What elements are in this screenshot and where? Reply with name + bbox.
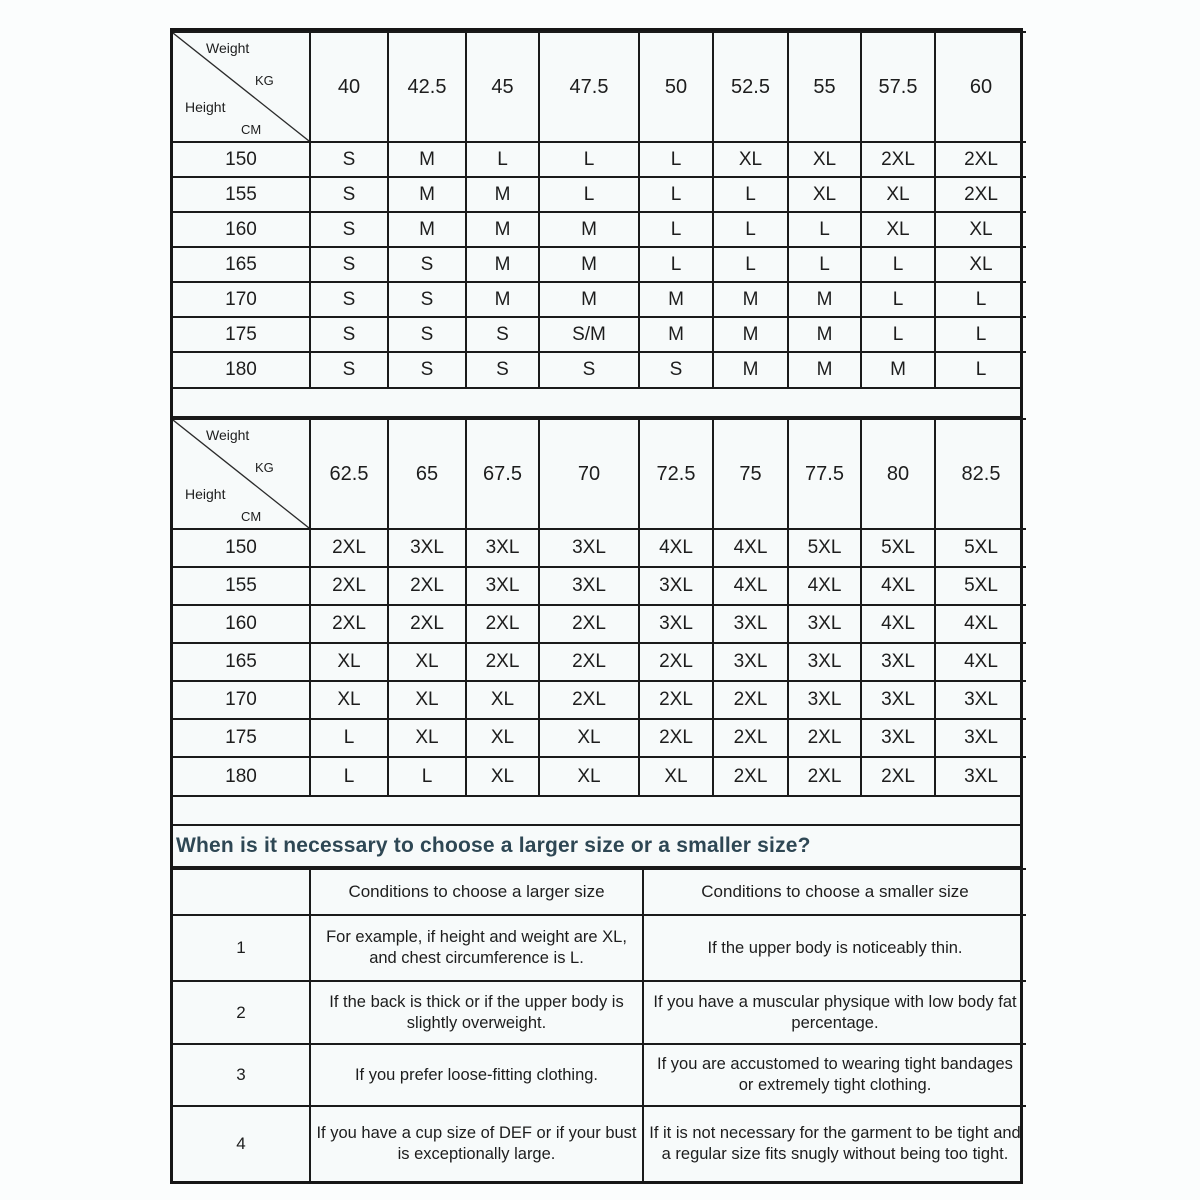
size-value-cell: XL xyxy=(466,719,539,757)
weight-header-row xyxy=(173,419,1026,529)
weight-header-cell: 65 xyxy=(388,419,466,529)
size-value-cell: L xyxy=(713,247,788,282)
guide-smaller-condition-cell: If it is not necessary for the garment to be tight and a regular size fits snugly without being too tight. xyxy=(643,1106,1026,1181)
size-value-cell: L xyxy=(639,142,713,177)
size-value-cell: M xyxy=(639,317,713,352)
size-value-cell: 2XL xyxy=(639,643,713,681)
size-value-cell: S xyxy=(388,282,466,317)
size-value-cell: L xyxy=(788,212,861,247)
size-value-cell: XL xyxy=(935,212,1026,247)
weight-header-cell: 80 xyxy=(861,419,935,529)
size-value-cell: XL xyxy=(388,681,466,719)
table-row xyxy=(173,719,1026,757)
size-value-cell: 4XL xyxy=(788,567,861,605)
height-label-cell: 155 xyxy=(173,567,310,605)
size-value-cell: L xyxy=(539,142,639,177)
weight-header-cell: 62.5 xyxy=(310,419,388,529)
corner-kg-unit-label: KG xyxy=(255,73,274,88)
size-value-cell: 4XL xyxy=(935,643,1026,681)
size-value-cell: XL xyxy=(861,212,935,247)
size-value-cell: S xyxy=(466,352,539,387)
weight-header-cell: 77.5 xyxy=(788,419,861,529)
size-value-cell: 2XL xyxy=(310,567,388,605)
weight-header-cell: 52.5 xyxy=(713,32,788,142)
size-value-cell: M xyxy=(466,212,539,247)
size-value-cell: S xyxy=(310,212,388,247)
size-value-cell: 3XL xyxy=(935,719,1026,757)
size-value-cell: L xyxy=(310,757,388,795)
size-value-cell: 2XL xyxy=(713,719,788,757)
size-value-cell: L xyxy=(539,177,639,212)
size-value-cell: S xyxy=(639,352,713,387)
size-value-cell: 5XL xyxy=(935,567,1026,605)
size-value-cell: 3XL xyxy=(861,643,935,681)
size-value-cell: XL xyxy=(788,177,861,212)
weight-header-cell: 55 xyxy=(788,32,861,142)
size-value-cell: M xyxy=(788,317,861,352)
guide-row-number-cell: 4 xyxy=(173,1106,310,1181)
size-value-cell: L xyxy=(388,757,466,795)
size-value-cell: 3XL xyxy=(466,529,539,567)
size-value-cell: S xyxy=(310,317,388,352)
weight-header-cell: 82.5 xyxy=(935,419,1026,529)
size-value-cell: XL xyxy=(388,643,466,681)
size-value-cell: XL xyxy=(713,142,788,177)
size-value-cell: S xyxy=(310,352,388,387)
size-value-cell: 5XL xyxy=(861,529,935,567)
size-value-cell: L xyxy=(935,282,1026,317)
height-label-cell: 160 xyxy=(173,605,310,643)
table-row xyxy=(173,212,1026,247)
size-value-cell: 2XL xyxy=(935,177,1026,212)
size-value-cell: L xyxy=(861,317,935,352)
table-row xyxy=(173,177,1026,212)
size-value-cell: S xyxy=(539,352,639,387)
weight-header-cell: 72.5 xyxy=(639,419,713,529)
size-value-cell: XL xyxy=(861,177,935,212)
height-label-cell: 180 xyxy=(173,352,310,387)
size-value-cell: XL xyxy=(935,247,1026,282)
guide-row xyxy=(173,981,1026,1044)
size-value-cell: 2XL xyxy=(788,719,861,757)
size-value-cell: L xyxy=(861,282,935,317)
size-value-cell: M xyxy=(788,282,861,317)
size-value-cell: 2XL xyxy=(713,757,788,795)
size-value-cell: 3XL xyxy=(788,605,861,643)
height-label-cell: 175 xyxy=(173,719,310,757)
guide-row xyxy=(173,1106,1026,1181)
size-value-cell: 2XL xyxy=(466,605,539,643)
table-row xyxy=(173,142,1026,177)
size-value-cell: S xyxy=(388,317,466,352)
size-value-cell: 4XL xyxy=(639,529,713,567)
size-value-cell: 4XL xyxy=(713,529,788,567)
size-value-cell: 2XL xyxy=(539,681,639,719)
size-value-cell: M xyxy=(466,247,539,282)
size-chart-sheet xyxy=(170,28,1023,1184)
size-value-cell: XL xyxy=(466,757,539,795)
size-value-cell: 4XL xyxy=(713,567,788,605)
size-value-cell: 3XL xyxy=(713,643,788,681)
size-value-cell: L xyxy=(713,212,788,247)
weight-header-cell: 45 xyxy=(466,32,539,142)
guide-heading: When is it necessary to choose a larger size or a smaller size? xyxy=(173,826,1020,868)
guide-smaller-condition-cell: If the upper body is noticeably thin. xyxy=(643,915,1026,981)
weight-header-cell: 57.5 xyxy=(861,32,935,142)
size-table-62-82kg xyxy=(173,418,1020,795)
size-value-cell: L xyxy=(639,212,713,247)
weight-header-cell: 40 xyxy=(310,32,388,142)
size-value-cell: XL xyxy=(466,681,539,719)
guide-row-number-cell: 2 xyxy=(173,981,310,1044)
table-row xyxy=(173,681,1026,719)
size-value-cell: M xyxy=(713,352,788,387)
size-value-cell: 4XL xyxy=(935,605,1026,643)
size-value-cell: 2XL xyxy=(639,681,713,719)
guide-smaller-condition-cell: If you are accustomed to wearing tight bandages or extremely tight clothing. xyxy=(643,1044,1026,1106)
height-label-cell: 170 xyxy=(173,282,310,317)
guide-larger-condition-cell: If you have a cup size of DEF or if your bust is exceptionally large. xyxy=(310,1106,643,1181)
size-value-cell: 3XL xyxy=(788,643,861,681)
size-value-cell: XL xyxy=(388,719,466,757)
size-value-cell: 2XL xyxy=(466,643,539,681)
height-label-cell: 170 xyxy=(173,681,310,719)
size-value-cell: 2XL xyxy=(310,605,388,643)
size-value-cell: 2XL xyxy=(935,142,1026,177)
table-row xyxy=(173,317,1026,352)
size-value-cell: 3XL xyxy=(388,529,466,567)
corner-cm-unit-label: CM xyxy=(241,509,262,524)
size-value-cell: L xyxy=(639,247,713,282)
table-row xyxy=(173,757,1026,795)
size-value-cell: 3XL xyxy=(539,529,639,567)
guide-larger-condition-cell: For example, if height and weight are XL, and chest circumference is L. xyxy=(310,915,643,981)
size-value-cell: XL xyxy=(310,643,388,681)
weight-header-cell: 50 xyxy=(639,32,713,142)
weight-header-cell: 47.5 xyxy=(539,32,639,142)
guide-row xyxy=(173,1044,1026,1106)
size-value-cell: 3XL xyxy=(539,567,639,605)
guide-header-row xyxy=(173,869,1026,915)
size-value-cell: L xyxy=(861,247,935,282)
weight-header-cell: 75 xyxy=(713,419,788,529)
height-label-cell: 165 xyxy=(173,247,310,282)
corner-height-label: Height xyxy=(185,99,226,115)
size-value-cell: L xyxy=(310,719,388,757)
size-value-cell: XL xyxy=(539,757,639,795)
table-row xyxy=(173,529,1026,567)
size-value-cell: S xyxy=(310,247,388,282)
size-value-cell: XL xyxy=(539,719,639,757)
guide-table xyxy=(173,868,1026,1181)
size-value-cell: M xyxy=(713,317,788,352)
height-label-cell: 155 xyxy=(173,177,310,212)
size-value-cell: L xyxy=(713,177,788,212)
table-row xyxy=(173,605,1026,643)
size-value-cell: M xyxy=(388,177,466,212)
size-value-cell: 3XL xyxy=(713,605,788,643)
height-label-cell: 160 xyxy=(173,212,310,247)
corner-height-label: Height xyxy=(185,486,226,502)
size-value-cell: 2XL xyxy=(861,142,935,177)
size-value-cell: M xyxy=(388,142,466,177)
height-label-cell: 150 xyxy=(173,142,310,177)
size-guide-table xyxy=(173,868,1020,1181)
guide-header-larger-cell: Conditions to choose a larger size xyxy=(310,869,643,915)
size-value-cell: 2XL xyxy=(539,643,639,681)
size-value-cell: 3XL xyxy=(639,605,713,643)
height-label-cell: 165 xyxy=(173,643,310,681)
size-value-cell: 4XL xyxy=(861,567,935,605)
size-value-cell: 3XL xyxy=(466,567,539,605)
size-value-cell: M xyxy=(861,352,935,387)
corner-weight-label: Weight xyxy=(206,40,250,56)
corner-kg-unit-label: KG xyxy=(255,460,274,475)
guide-larger-condition-cell: If the back is thick or if the upper body is slightly overweight. xyxy=(310,981,643,1044)
size-value-cell: 2XL xyxy=(310,529,388,567)
corner-weight-label: Weight xyxy=(206,427,250,443)
guide-row-number-cell: 3 xyxy=(173,1044,310,1106)
size-value-cell: 2XL xyxy=(388,605,466,643)
table-row xyxy=(173,567,1026,605)
table-row xyxy=(173,282,1026,317)
guide-row xyxy=(173,915,1026,981)
size-value-cell: L xyxy=(935,317,1026,352)
size-value-cell: 2XL xyxy=(861,757,935,795)
size-value-cell: L xyxy=(639,177,713,212)
weight-header-cell: 42.5 xyxy=(388,32,466,142)
size-value-cell: M xyxy=(713,282,788,317)
weight-header-row xyxy=(173,32,1026,142)
table-separator-band xyxy=(173,387,1020,418)
height-label-cell: 180 xyxy=(173,757,310,795)
size-value-cell: S xyxy=(310,142,388,177)
size-value-cell: L xyxy=(466,142,539,177)
size-value-cell: L xyxy=(788,247,861,282)
size-table xyxy=(173,418,1026,795)
size-value-cell: 3XL xyxy=(861,681,935,719)
size-value-cell: M xyxy=(539,247,639,282)
size-value-cell: 5XL xyxy=(788,529,861,567)
size-value-cell: XL xyxy=(310,681,388,719)
size-value-cell: 3XL xyxy=(861,719,935,757)
size-table xyxy=(173,31,1026,387)
size-value-cell: S/M xyxy=(539,317,639,352)
height-label-cell: 175 xyxy=(173,317,310,352)
size-value-cell: M xyxy=(539,212,639,247)
table-separator-band-2 xyxy=(173,795,1020,826)
size-value-cell: 2XL xyxy=(713,681,788,719)
weight-height-corner-cell xyxy=(173,419,310,529)
weight-header-cell: 60 xyxy=(935,32,1026,142)
guide-header-empty-cell xyxy=(173,869,310,915)
size-value-cell: 3XL xyxy=(788,681,861,719)
guide-larger-condition-cell: If you prefer loose-fitting clothing. xyxy=(310,1044,643,1106)
guide-smaller-condition-cell: If you have a muscular physique with low body fat percentage. xyxy=(643,981,1026,1044)
size-value-cell: S xyxy=(388,247,466,282)
size-value-cell: 2XL xyxy=(388,567,466,605)
size-value-cell: S xyxy=(388,352,466,387)
size-value-cell: S xyxy=(310,282,388,317)
size-value-cell: L xyxy=(935,352,1026,387)
size-value-cell: 3XL xyxy=(935,757,1026,795)
size-value-cell: M xyxy=(466,177,539,212)
size-value-cell: M xyxy=(788,352,861,387)
table-row xyxy=(173,643,1026,681)
size-value-cell: 3XL xyxy=(935,681,1026,719)
size-value-cell: 2XL xyxy=(639,719,713,757)
size-value-cell: 4XL xyxy=(861,605,935,643)
guide-header-smaller-cell: Conditions to choose a smaller size xyxy=(643,869,1026,915)
table-row xyxy=(173,247,1026,282)
size-value-cell: M xyxy=(539,282,639,317)
size-value-cell: 2XL xyxy=(539,605,639,643)
weight-height-corner-cell xyxy=(173,32,310,142)
weight-header-cell: 70 xyxy=(539,419,639,529)
size-value-cell: S xyxy=(466,317,539,352)
guide-row-number-cell: 1 xyxy=(173,915,310,981)
size-value-cell: 3XL xyxy=(639,567,713,605)
size-value-cell: M xyxy=(639,282,713,317)
corner-cm-unit-label: CM xyxy=(241,122,262,137)
size-value-cell: XL xyxy=(788,142,861,177)
weight-header-cell: 67.5 xyxy=(466,419,539,529)
size-value-cell: 2XL xyxy=(788,757,861,795)
size-value-cell: M xyxy=(466,282,539,317)
size-value-cell: 5XL xyxy=(935,529,1026,567)
size-value-cell: M xyxy=(388,212,466,247)
size-value-cell: S xyxy=(310,177,388,212)
table-row xyxy=(173,352,1026,387)
height-label-cell: 150 xyxy=(173,529,310,567)
size-table-40-60kg xyxy=(173,31,1020,387)
size-value-cell: XL xyxy=(639,757,713,795)
